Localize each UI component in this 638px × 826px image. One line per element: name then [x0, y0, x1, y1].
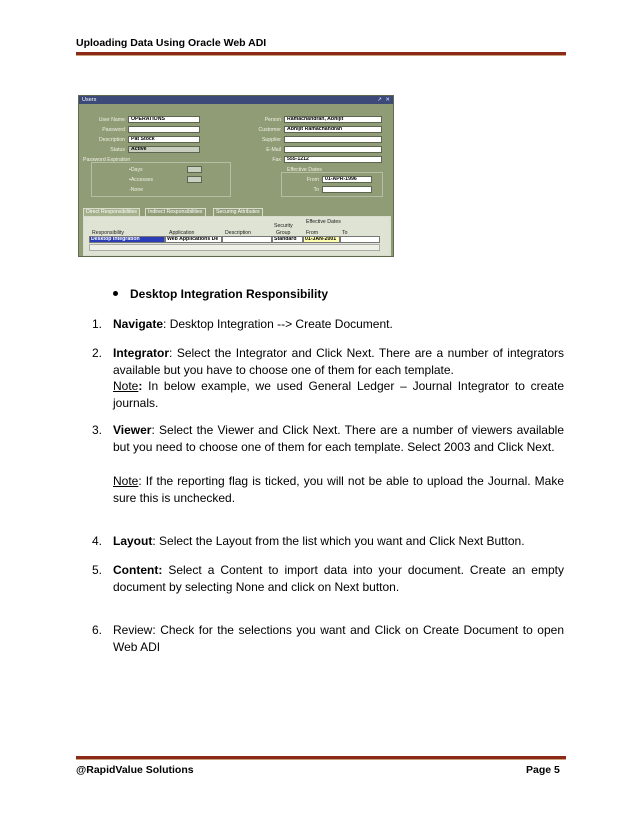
- accesses-field[interactable]: [187, 176, 202, 183]
- status-field[interactable]: Active: [128, 146, 200, 153]
- footer-rule: [76, 756, 566, 760]
- tab-securing-attributes[interactable]: Securing Attributes: [213, 208, 263, 216]
- note-label: Note: [113, 474, 139, 488]
- page-header-title: Uploading Data Using Oracle Web ADI: [76, 37, 267, 49]
- password-label: Password: [102, 127, 125, 133]
- step-keyword: Layout: [113, 534, 153, 548]
- application-column-header: Application: [169, 230, 195, 236]
- from-column-header: From: [306, 230, 319, 236]
- to-date-field[interactable]: [322, 186, 372, 193]
- step-3: [92, 422, 564, 507]
- step-2: [92, 345, 564, 411]
- step-6: [92, 622, 564, 656]
- fax-field[interactable]: 555-1212: [284, 156, 382, 163]
- header-rule: [76, 52, 566, 56]
- step-number: 5.: [92, 563, 103, 577]
- step-5: [92, 562, 564, 596]
- responsibility-column-header: Responsibility: [92, 230, 125, 236]
- footer-company: @RapidValue Solutions: [76, 764, 194, 776]
- step-text: : Select the Viewer and Click Next. There are a number of viewers available but you need to choose one of them for each template. Select 2003 and Click Next.: [113, 423, 564, 454]
- to-column-header: To: [342, 230, 348, 236]
- step-text: Review: Check for the selections you want and Click on Create Document to open Web ADI: [113, 623, 564, 654]
- person-label: Person: [264, 117, 281, 123]
- effective-dates-column-header: Effective Dates: [306, 219, 341, 225]
- step-keyword: Integrator: [113, 346, 170, 360]
- step-1: [92, 316, 564, 333]
- to-label: To: [313, 187, 319, 193]
- responsibility-tabs: [83, 208, 391, 256]
- password-field[interactable]: [128, 126, 200, 133]
- status-label: Status: [110, 147, 125, 153]
- responsibility-cell[interactable]: Desktop Integration: [89, 236, 165, 243]
- description-column-header: Description: [225, 230, 251, 236]
- to-cell[interactable]: [340, 236, 380, 243]
- footer-page-number: Page 5: [526, 764, 560, 776]
- from-cell[interactable]: 01-JAN-2001: [303, 236, 340, 243]
- bullet-icon: [113, 291, 118, 296]
- days-radio[interactable]: •Days: [129, 167, 143, 173]
- form-title-bar: [79, 96, 393, 104]
- users-form-screenshot: [78, 95, 394, 257]
- fax-label: Fax: [272, 157, 281, 163]
- group-column-header: Group: [276, 230, 291, 236]
- note-label: Note: [113, 379, 139, 393]
- email-label: E-Mail: [266, 147, 281, 153]
- step-number: 6.: [92, 623, 103, 637]
- bullet-text: Desktop Integration Responsibility: [130, 287, 329, 301]
- days-field[interactable]: [187, 166, 202, 173]
- note-text: : If the reporting flag is ticked, you will not be able to upload the Journal. Make sure this is unchecked.: [113, 474, 564, 505]
- step-number: 2.: [92, 346, 103, 360]
- step-keyword: Content:: [113, 563, 163, 577]
- application-cell[interactable]: Web Applications De: [165, 236, 222, 243]
- step-keyword: Navigate: [113, 317, 164, 331]
- email-field[interactable]: [284, 146, 382, 153]
- step-keyword: Viewer: [113, 423, 152, 437]
- tab-indirect-responsibilities[interactable]: Indirect Responsibilities: [145, 208, 206, 216]
- description-label: Description: [99, 137, 125, 143]
- step-text: : Desktop Integration --> Create Document.: [163, 317, 393, 331]
- step-4: [92, 533, 564, 550]
- note-colon: :: [138, 379, 143, 393]
- step-number: 4.: [92, 534, 103, 548]
- security-column-header: Security: [274, 223, 293, 229]
- description-field[interactable]: Pat Stock: [128, 136, 200, 143]
- step-number: 3.: [92, 423, 103, 437]
- password-expiration-group: [91, 162, 231, 197]
- effective-dates-label: Effective Dates: [287, 167, 322, 173]
- bullet-heading: [113, 287, 328, 301]
- group-cell[interactable]: Standard: [272, 236, 303, 243]
- note-text: In below example, we used General Ledger – Journal Integrator to create journals.: [113, 379, 564, 410]
- none-radio[interactable]: -None: [129, 187, 144, 193]
- window-controls-icon[interactable]: ↗ ✕: [377, 97, 391, 103]
- customer-label: Customer: [258, 127, 281, 133]
- customer-field[interactable]: Abhijit Ramachandran: [284, 126, 382, 133]
- user-name-label: User Name: [98, 117, 125, 123]
- from-date-field[interactable]: 01-APR-1996: [322, 176, 372, 183]
- supplier-label: Supplier: [261, 137, 281, 143]
- form-title: Users: [82, 97, 97, 103]
- step-text: : Select the Layout from the list which you want and Click Next Button.: [152, 534, 525, 548]
- user-name-field[interactable]: OPERATIONS: [128, 116, 200, 123]
- tab-direct-responsibilities[interactable]: Direct Responsibilities: [83, 208, 140, 216]
- description-cell[interactable]: [222, 236, 272, 243]
- empty-row[interactable]: [89, 244, 380, 251]
- person-field[interactable]: Ramachandran, Abhijit: [284, 116, 382, 123]
- password-expiration-label: Password Expiration: [83, 157, 131, 163]
- step-text: : Select the Integrator and Click Next. There are a number of integrators available but you have to choose one of them for each template.: [113, 346, 564, 377]
- accesses-radio[interactable]: •Accesses: [129, 177, 154, 183]
- step-text: Select a Content to import data into your document. Create an empty document by selecting None and click on Next button.: [113, 563, 564, 594]
- tab-panel: [83, 216, 391, 256]
- from-label: From: [306, 177, 319, 183]
- step-number: 1.: [92, 317, 103, 331]
- supplier-field[interactable]: [284, 136, 382, 143]
